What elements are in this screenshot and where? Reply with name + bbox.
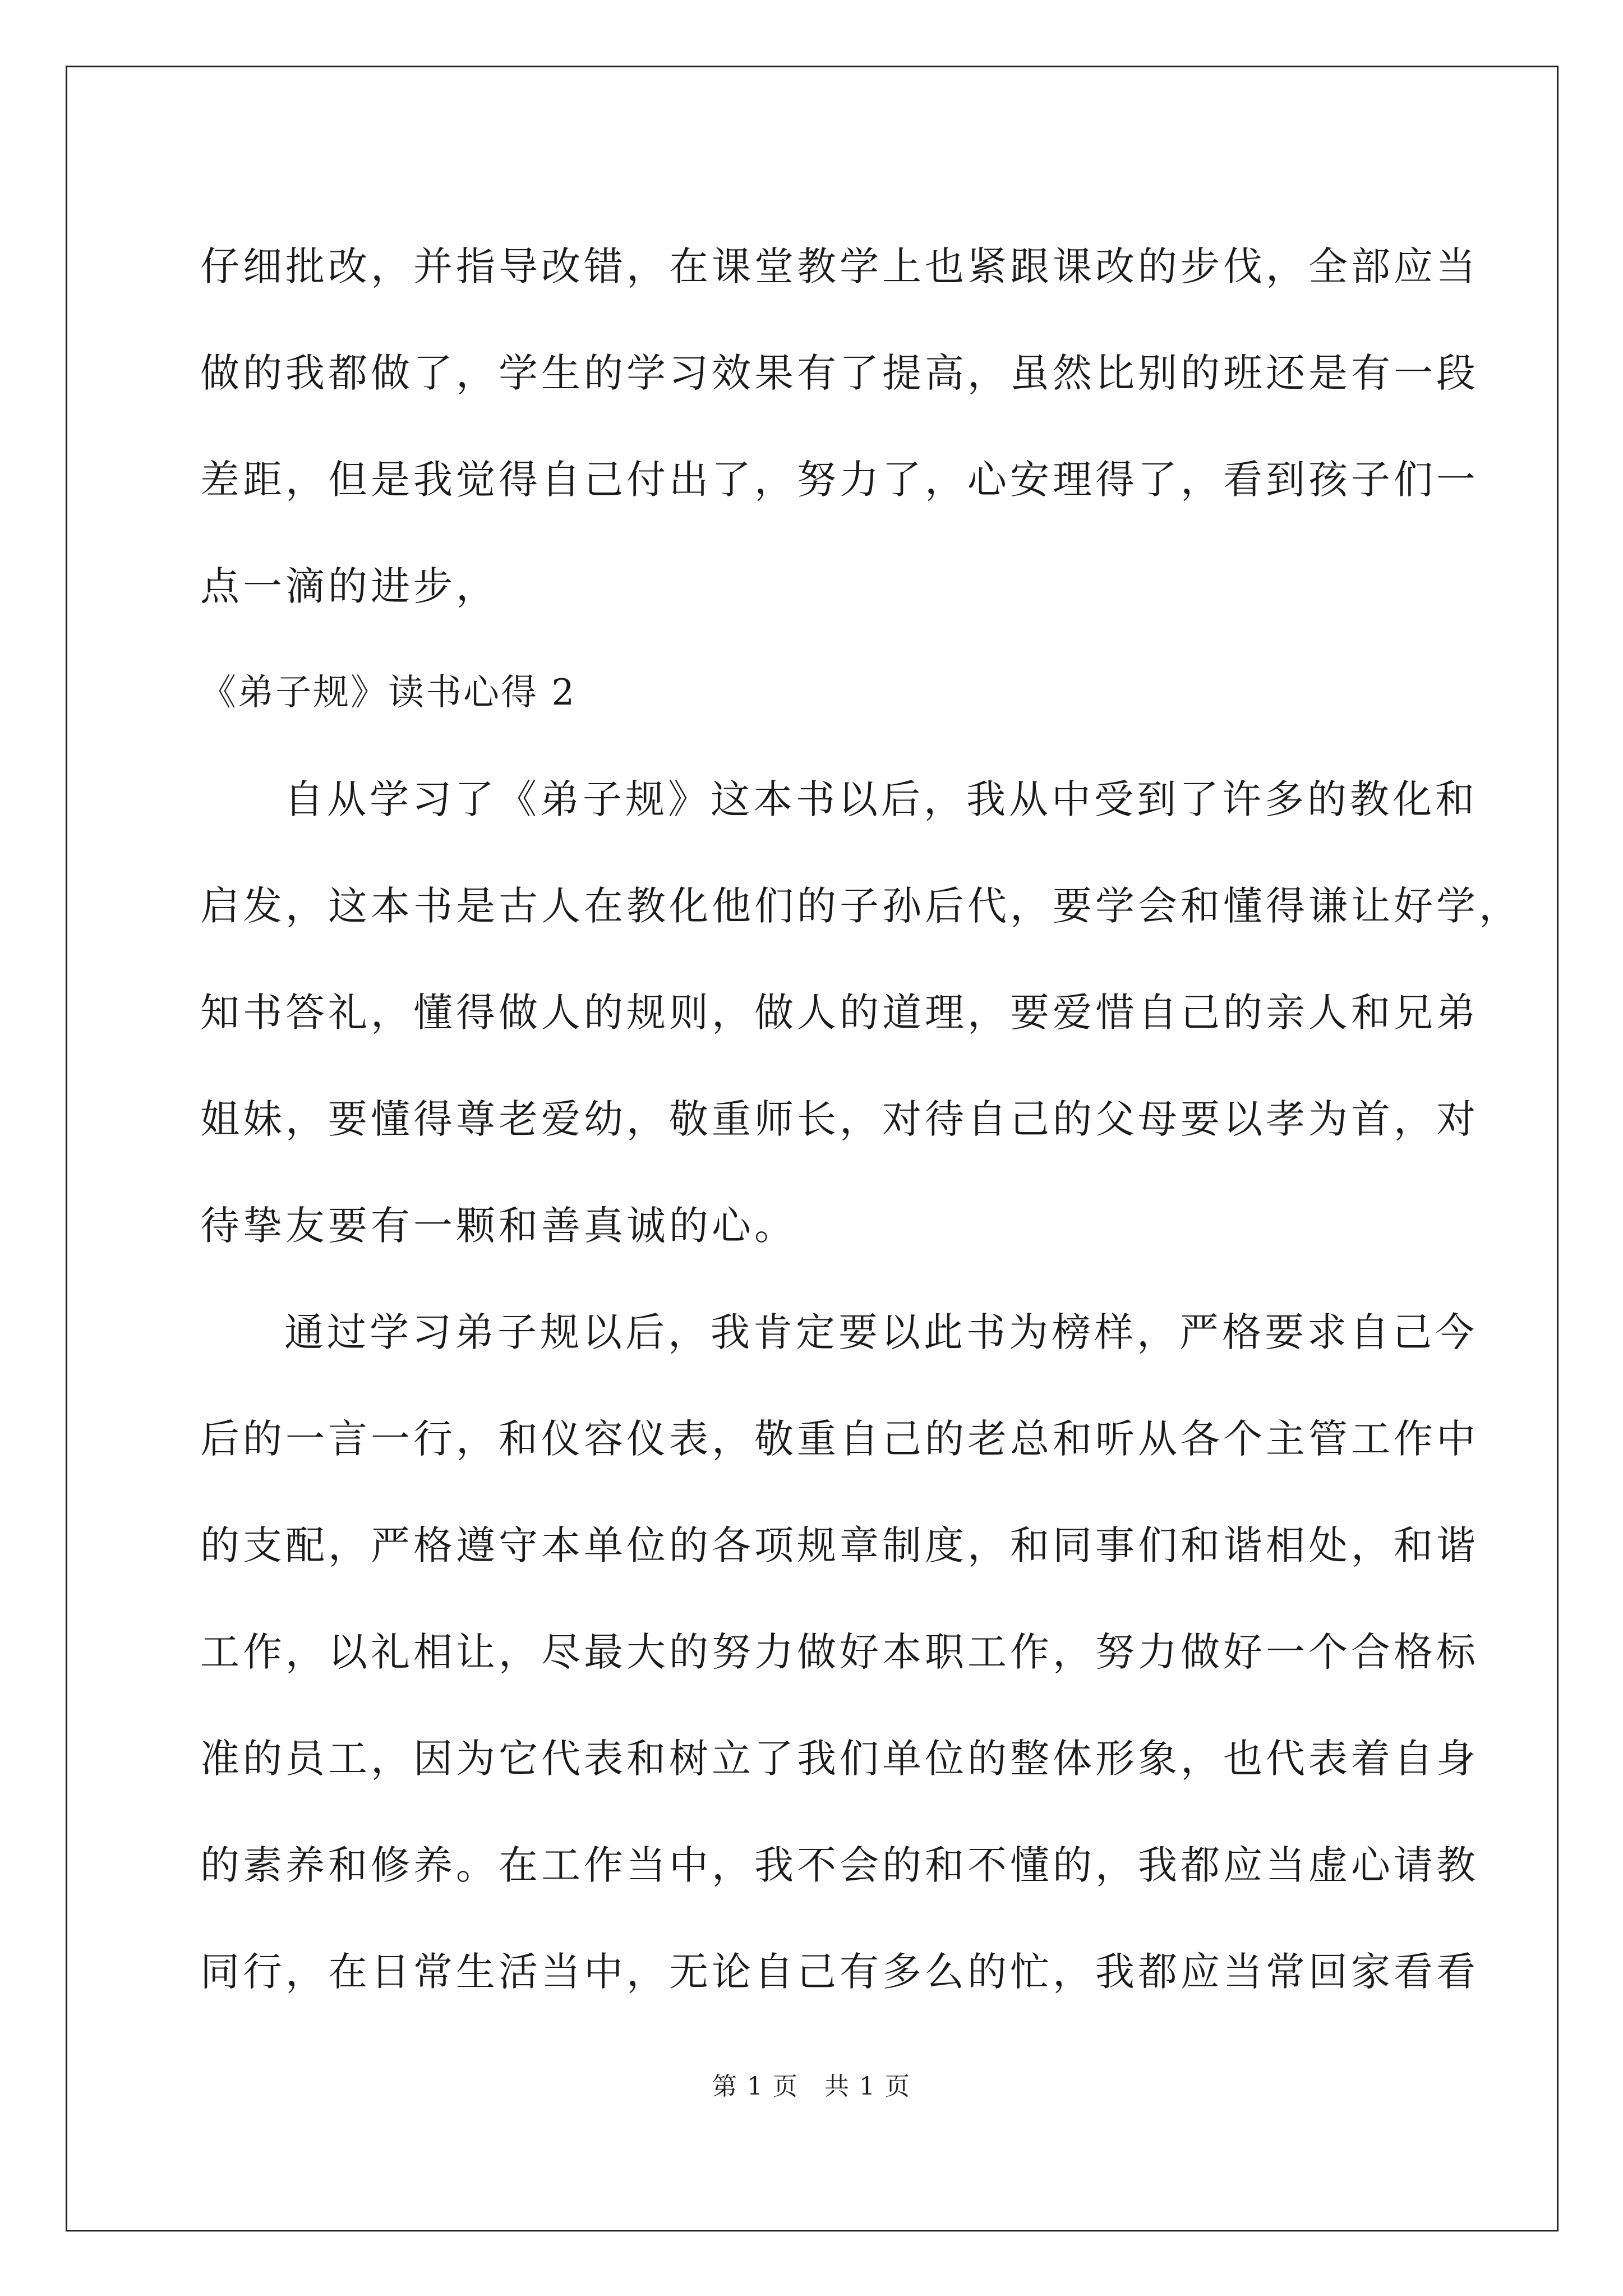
page-footer: 第 1 页 共 1 页	[712, 2072, 911, 2101]
paragraph-line: 通过学习弟子规以后，我肯定要以此书为榜样，严格要求自己今	[284, 1309, 1478, 1355]
paragraph-line: 启发，这本书是古人在教化他们的子孙后代，要学会和懂得谦让好学，	[200, 883, 1521, 929]
section-title: 《弟子规》读书心得 2	[200, 672, 577, 714]
paragraph-line: 姐妹，要懂得尊老爱幼，敬重师长，对待自己的父母要以孝为首，对	[200, 1096, 1479, 1142]
paragraph-line: 的素养和修养。在工作当中，我不会的和不懂的，我都应当虚心请教	[200, 1842, 1479, 1888]
intro-line: 做的我都做了，学生的学习效果有了提高，虽然比别的班还是有一段	[200, 350, 1479, 396]
paragraph-line: 同行，在日常生活当中，无论自己有多么的忙，我都应当常回家看看	[200, 1949, 1479, 1995]
paragraph-line: 的支配，严格遵守本单位的各项规章制度，和同事们和谐相处，和谐	[200, 1522, 1479, 1568]
paragraph-line: 后的一言一行，和仪容仪表，敬重自己的老总和听从各个主管工作中	[200, 1416, 1479, 1462]
intro-line: 仔细批改，并指导改错，在课堂教学上也紧跟课改的步伐，全部应当	[200, 243, 1479, 289]
paragraph-line: 自从学习了《弟子规》这本书以后，我从中受到了许多的教化和	[284, 776, 1478, 822]
paragraph-line: 准的员工，因为它代表和树立了我们单位的整体形象，也代表着自身	[200, 1736, 1479, 1782]
paragraph-line: 工作，以礼相让，尽最大的努力做好本职工作，努力做好一个合格标	[200, 1629, 1479, 1675]
intro-line: 点一滴的进步，	[200, 563, 499, 609]
paragraph-line: 知书答礼，懂得做人的规则，做人的道理，要爱惜自己的亲人和兄弟	[200, 990, 1479, 1036]
document-body	[200, 213, 1521, 2025]
intro-line: 差距，但是我觉得自己付出了，努力了，心安理得了，看到孩子们一	[200, 457, 1479, 503]
paragraph-line: 待挚友要有一颗和善真诚的心。	[200, 1203, 797, 1249]
